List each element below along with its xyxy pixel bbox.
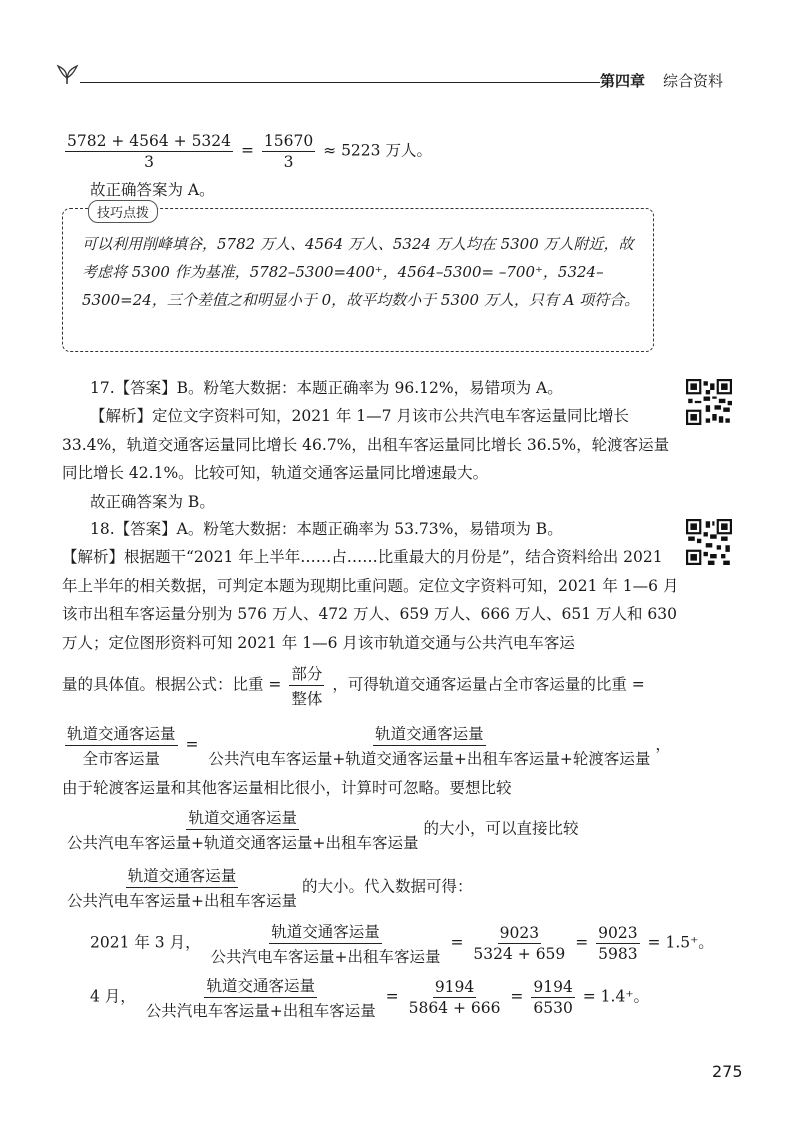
formula-prefix: 量的具体值。根据公式：比重 =	[62, 675, 282, 694]
compare-line-2	[62, 864, 473, 911]
april-sum-numerator: 9194	[533, 978, 573, 996]
leaf-icon	[52, 60, 82, 86]
qr-code-icon[interactable]	[686, 519, 732, 565]
formula-suffix: ，可得轨道交通客运量占全市客运量的比重 =	[332, 675, 645, 694]
march-sum-denominator: 5983	[598, 945, 638, 963]
april-fraction-denominator: 公共汽电车客运量+出租车客运量	[145, 1002, 376, 1020]
frac2-numerator: 轨道交通客运量	[373, 722, 486, 746]
q17-conclusion: 故正确答案为 B。	[90, 493, 215, 511]
frac3-suffix: 的大小，可以直接比较	[423, 819, 579, 838]
april-calc: 4 月， $\frac{\text{轨道交通客运量}}{\text{公共汽电车客运量+出租车客运量}}$ = $\frac{9194}{5864 + 666}$ = $\frac{9194}{6530}$ = 1.4⁺。	[90, 974, 649, 1021]
calc-denominator-2: 3	[283, 153, 294, 171]
calc-numerator-2: 15670	[263, 132, 314, 150]
frac1-denominator: 全市客运量	[82, 750, 161, 768]
calc-denominator: 3	[144, 153, 154, 171]
march-fraction-numerator: 轨道交通客运量	[269, 920, 382, 944]
april-result: = 1.4⁺。	[582, 987, 649, 1006]
chapter-title: 第四章	[600, 72, 646, 90]
march-label: 2021 年 3 月，	[90, 933, 201, 952]
q17-analysis: 【解析】定位文字资料可知，2021 年 1—7 月该市公共汽电车客运量同比增长 33.4%，轨道交通客运量同比增长 46.7%，出租车客运量同比增长 36.5%，轮渡客运量同比增长 42.1%。比较可知，轨道交通客运量同比增速最大。	[62, 407, 670, 482]
ratio-expansion-line: $\frac{\text{轨道交通客运量}}{\text{全市客运量}}$ = $\frac{\text{轨道交通客运量}}{\text{公共汽电车客运量+轨道交通客运量+出租车客运量+轮渡客运量}}$ ，	[62, 722, 671, 769]
conclusion-1: 故正确答案为 A。	[90, 181, 215, 199]
march-value-denominator: 5324 + 659	[473, 945, 566, 963]
q18-answer: 18.【答案】A。粉笔大数据：本题正确率为 53.73%，易错项为 B。	[90, 520, 563, 538]
calc-numerator: 5782 + 4564 + 5324	[67, 132, 232, 150]
march-value-numerator: 9023	[499, 924, 540, 942]
calc-result: ≈ 5223 万人。	[323, 141, 432, 160]
frac3-numerator: 轨道交通客运量	[186, 806, 299, 830]
tip-label: 技巧点拨	[88, 200, 158, 223]
tip-text: 可以利用削峰填谷，5782 万人、4564 万人、5324 万人均在 5300 万人附近，故考虑将 5300 作为基准，5782–5300=400⁺，4564–5300= –700⁺，5324–5300=24，三个差值之和明显小于 0，故平均数小于 5300 万人，只有 A 项符合。	[82, 235, 640, 309]
frac2-denominator: 公共汽电车客运量+轨道交通客运量+出租车客运量+轮渡客运量	[208, 750, 651, 768]
frac4-denominator: 公共汽电车客运量+出租车客运量	[67, 892, 297, 910]
frac2-suffix: ，	[655, 735, 671, 754]
running-header	[600, 70, 723, 91]
header-rule	[80, 82, 600, 83]
april-value-denominator: 5864 + 666	[408, 999, 501, 1017]
qr-code-icon[interactable]	[686, 379, 732, 425]
section-title: 综合资料	[663, 72, 724, 90]
page-number: 275	[712, 1062, 743, 1081]
march-result: = 1.5⁺。	[647, 933, 714, 952]
formula-denominator: 整体	[291, 690, 323, 708]
q17-answer: 17.【答案】B。粉笔大数据：本题正确率为 96.12%，易错项为 A。	[90, 379, 563, 397]
frac3-denominator: 公共汽电车客运量+轨道交通客运量+出租车客运量	[67, 834, 419, 852]
calc-equals: =	[240, 141, 254, 160]
q18-analysis: 【解析】根据题干“2021 年上半年……占……比重最大的月份是”，结合资料给出 2021 年上半年的相关数据，可判定本题为现期比重问题。定位文字资料可知，2021 年 1—6 月该市出租车客运量分别为 576 万人、472 万人、659 万人、666 万人、651 万人和 630 万人；定位图形资料可知 2021 年 1—6 月该市轨道交通与公共汽电车客运	[62, 548, 679, 652]
top-calculation	[62, 132, 432, 171]
formula-numerator: 部分	[289, 662, 324, 686]
ignore-ferry-text: 由于轮渡客运量和其他客运量相比很小，计算时可忽略。要想比较	[62, 779, 512, 797]
april-fraction-numerator: 轨道交通客运量	[204, 974, 317, 998]
march-calc: 2021 年 3 月， $\frac{\text{轨道交通客运量}}{\text{公共汽电车客运量+出租车客运量}}$ = $\frac{9023}{5324 + 659}$ = $\frac{9023}{5983}$ = 1.5⁺。	[90, 920, 714, 967]
march-fraction-denominator: 公共汽电车客运量+出租车客运量	[210, 948, 441, 966]
march-sum-numerator: 9023	[598, 924, 638, 942]
ratio-formula-line	[62, 662, 645, 709]
april-value-numerator: 9194	[434, 978, 475, 996]
april-sum-denominator: 6530	[533, 999, 573, 1017]
compare-line-1	[62, 806, 579, 853]
april-label: 4 月，	[90, 987, 136, 1006]
frac4-numerator: 轨道交通客运量	[126, 864, 239, 888]
frac4-suffix: 的大小。代入数据可得：	[302, 877, 473, 896]
frac1-numerator: 轨道交通客运量	[65, 722, 178, 746]
